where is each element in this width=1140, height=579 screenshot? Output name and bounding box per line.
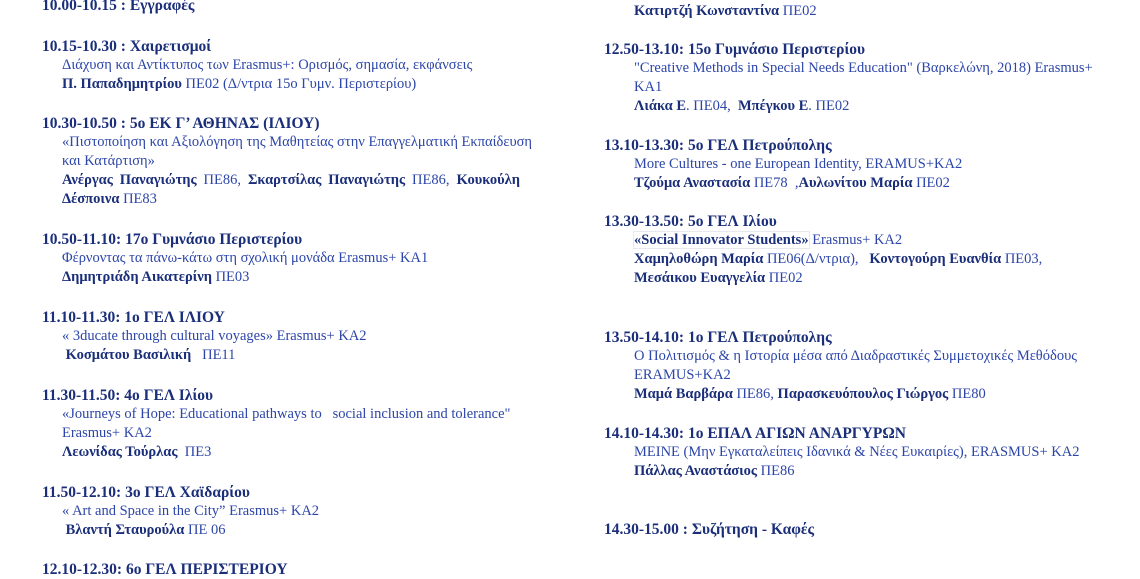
session-1-gel-petroupolis <box>604 328 1124 404</box>
presenter-name: Λιάκα Ε <box>634 98 687 114</box>
presenter-role: ΠΕ 06 <box>184 522 226 538</box>
presenter-role: ΠΕ02 <box>912 175 950 191</box>
presenter-name: Κατιρτζή Κωνσταντίνα <box>634 3 780 19</box>
presenter-role: ΠΕ02 <box>779 3 817 19</box>
presenter-role: ΠΕ02 <box>765 270 803 286</box>
session-1-gel-iliou <box>42 308 562 365</box>
presenter-name: Κουκούλη Δέσποινα <box>62 172 520 207</box>
session-presenters <box>62 521 562 540</box>
session-description: « 3ducate through cultural voyages» Erasmus+ KA2 <box>62 328 367 344</box>
session-time-title: 11.50-12.10: 3ο ΓΕΛ Χαϊδαρίου <box>42 484 250 501</box>
presenter-name: Μεσάικου Ευαγγελία <box>634 270 766 286</box>
session-time-title: 10.00-10.15 : Εγγραφές <box>42 0 195 14</box>
session-presenters <box>634 2 1124 21</box>
session-time-title: 10.30-10.50 : 5ο ΕΚ Γ’ ΑΘΗΝΑΣ (ΙΛΙΟΥ) <box>42 115 320 132</box>
presenter-role: ΠΕ06(Δ/ντρια), <box>763 251 870 267</box>
session-greetings <box>42 37 562 94</box>
session-time-title: 13.10-13.30: 5ο ΓΕΛ Πετρούπολης <box>604 137 832 154</box>
presenter-name: Πάλλας Αναστάσιος <box>634 463 758 479</box>
presenter-role: . ΠΕ04, <box>686 98 738 114</box>
presenter-role: ΠΕ86, <box>405 172 457 188</box>
presenter-name: Τζούμα Αναστασία <box>634 175 751 191</box>
presenter-role: . ΠΕ02 <box>808 98 850 114</box>
session-description: More Cultures - one European Identity, ERAMUS+KA2 <box>634 156 963 172</box>
session-presenters <box>62 268 562 287</box>
presenter-name: Μαμά Βαρβάρα <box>634 386 733 402</box>
presenter-name: Χαμηλοθώρη Μαρία <box>634 251 764 267</box>
session-15-gymnasio <box>604 40 1124 116</box>
session-description: «Journeys of Hope: Educational pathways to social inclusion and tolerance" Erasmus+ KA2 <box>62 406 515 441</box>
session-time-title: 12.50-13.10: 15ο Γυμνάσιο Περιστερίου <box>604 41 866 58</box>
presenter-name: Αυλωνίτου Μαρία <box>798 175 913 191</box>
presenter-name: Βλαντή Σταυρούλα <box>62 522 185 538</box>
presenter-role: ΠΕ86, <box>732 386 778 402</box>
presenter-role: ΠΕ86, <box>196 172 248 188</box>
session-continued <box>604 2 1124 21</box>
session-4-gel-iliou <box>42 386 562 462</box>
presenter-role: ΠΕ86 <box>757 463 795 479</box>
session-description: «Social Innovator Students» Erasmus+ KA2 <box>634 232 903 248</box>
session-time-title: 14.30-15.00 : Συζήτηση - Καφές <box>604 521 815 538</box>
session-description: Ο Πολιτισμός & η Ιστορία μέσα από Διαδραστικές Συμμετοχικές Μεθόδους ERAMUS+KA2 <box>634 348 1078 383</box>
session-5-gel-petroupolis <box>604 136 1124 193</box>
session-5-ek-athinas <box>42 114 562 209</box>
presenter-role: ΠΕ80 <box>948 386 986 402</box>
session-presenters <box>62 75 562 94</box>
session-time-title: 10.15-10.30 : Χαιρετισμοί <box>42 38 212 55</box>
session-description: «Πιστοποίηση και Αξιολόγηση της Μαθητείας στην Επαγγελματική Εκπαίδευση και Κατάρτιση» <box>62 134 533 169</box>
session-presenters <box>62 171 520 209</box>
session-description: « Art and Space in the City” Erasmus+ KA2 <box>62 503 320 519</box>
session-description: "Creative Methods in Special Needs Education" (Βαρκελώνη, 2018) Erasmus+ KA1 <box>634 60 1093 95</box>
presenter-name: Σκαρτσίλας Παναγιώτης <box>247 172 406 188</box>
session-presenters <box>634 174 1124 193</box>
presenter-role: ΠΕ83 <box>119 191 157 207</box>
presenter-role: ΠΕ02 (Δ/ντρια 15ο Γυμν. Περιστερίου) <box>181 76 417 92</box>
session-description: MEINE (Μην Εγκαταλείπεις Ιδανικά & Νέες Ευκαιρίες), ERASMUS+ KA2 <box>634 444 1080 460</box>
session-presenters <box>62 346 562 365</box>
presenter-name: Κοντογούρη Ευανθία <box>869 251 1002 267</box>
presenter-role: ΠΕ3 <box>177 444 212 460</box>
presenter-role: ΠΕ11 <box>191 347 236 363</box>
session-time-title: 12.10-12.30: 6ο ΓΕΛ ΠΕΡΙΣΤΕΡΙΟΥ <box>42 561 288 578</box>
session-time-title: 11.30-11.50: 4ο ΓΕΛ Ιλίου <box>42 387 214 404</box>
presenter-name: Μπέγκου Ε <box>737 98 809 114</box>
presenter-role: ΠΕ03, <box>1001 251 1046 267</box>
session-presenters <box>634 97 1124 116</box>
session-3-gel-chaidariou <box>42 483 562 540</box>
session-time-title: 11.10-11.30: 1ο ΓΕΛ ΙΛΙΟΥ <box>42 309 225 326</box>
session-description: Φέρνοντας τα πάνω-κάτω στη σχολική μονάδα Erasmus+ ΚΑ1 <box>62 250 429 266</box>
session-5-gel-iliou <box>604 212 1124 288</box>
presenter-name: Π. Παπαδημητρίου <box>62 76 182 92</box>
presenter-name: Λεωνίδας Τούρλας <box>62 444 178 460</box>
session-presenters <box>634 462 1124 481</box>
presenter-role: ΠΕ78 , <box>750 175 799 191</box>
presenter-name: Ανέργας Παναγιώτης <box>62 172 197 188</box>
session-time-title: 13.30-13.50: 5ο ΓΕΛ Ιλίου <box>604 213 777 230</box>
session-registration <box>42 0 562 15</box>
session-1-epal-agion-anargyron <box>604 424 1124 481</box>
session-17-gymnasio <box>42 230 562 287</box>
presenter-name: Δημητριάδη Αικατερίνη <box>62 269 212 285</box>
session-presenters <box>634 250 1104 288</box>
session-time-title: 14.10-14.30: 1ο ΕΠΑΛ ΑΓΙΩΝ ΑΝΑΡΓΥΡΩΝ <box>604 425 906 442</box>
presenter-name: Παρασκευόπουλος Γιώργος <box>777 386 949 402</box>
presenter-name: Κοσμάτου Βασιλική <box>62 347 192 363</box>
session-time-title: 10.50-11.10: 17ο Γυμνάσιο Περιστερίου <box>42 231 303 248</box>
session-discussion-coffee <box>604 520 1124 539</box>
session-presenters <box>62 443 562 462</box>
project-title: «Social Innovator Students» <box>634 232 809 248</box>
session-time-title: 13.50-14.10: 1ο ΓΕΛ Πετρούπολης <box>604 329 832 346</box>
session-description: Διάχυση και Αντίκτυπος των Erasmus+: Ορισμός, σημασία, εκφάνσεις <box>62 57 473 73</box>
session-presenters <box>634 385 1124 404</box>
presenter-role: ΠΕ03 <box>211 269 250 285</box>
